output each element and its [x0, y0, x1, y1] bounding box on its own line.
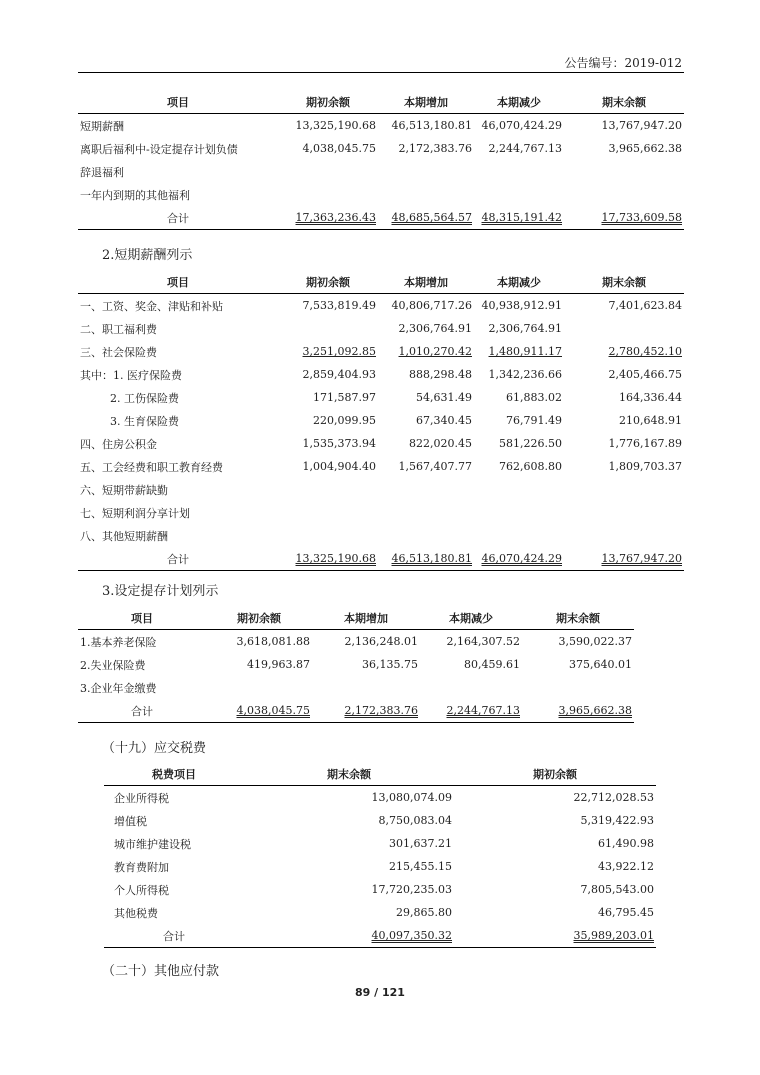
total-value: 40,097,350.32	[371, 929, 452, 942]
cell-value	[278, 501, 378, 524]
cell-value: 80,459.61	[464, 658, 520, 671]
row-label: 城市维护建设税	[114, 837, 191, 851]
cell-value: 220,099.95	[313, 414, 376, 427]
cell-value: 40,806,717.26	[391, 299, 472, 312]
table-row	[78, 363, 684, 386]
cell-value	[474, 183, 564, 206]
col-header: 项目	[78, 90, 278, 114]
cell-value: 2,405,466.75	[608, 368, 682, 381]
cell-value	[278, 524, 378, 547]
cell-value	[564, 478, 684, 501]
total-value: 17,363,236.43	[295, 211, 376, 224]
cell-value: 301,637.21	[389, 837, 452, 850]
cell-value	[378, 478, 474, 501]
cell-value: 29,865.80	[396, 906, 452, 919]
col-header: 本期减少	[420, 606, 522, 630]
col-header: 期初余额	[454, 762, 656, 786]
row-label: 2.失业保险费	[80, 658, 146, 672]
table-row	[104, 878, 656, 901]
cell-value: 36,135.75	[362, 658, 418, 671]
table-taxes-payable	[104, 762, 656, 948]
table-header-row	[104, 762, 656, 786]
cell-value: 171,587.97	[313, 391, 376, 404]
cell-value: 54,631.49	[416, 391, 472, 404]
total-value: 46,513,180.81	[391, 552, 472, 565]
col-header: 本期减少	[474, 90, 564, 114]
total-row	[78, 206, 684, 230]
col-header: 本期增加	[378, 90, 474, 114]
table-header-row	[78, 90, 684, 114]
total-value: 2,244,767.13	[446, 704, 520, 717]
header-rule	[78, 72, 684, 73]
cell-value: 67,340.45	[416, 414, 472, 427]
row-label: 增值税	[114, 814, 147, 828]
table-row	[104, 901, 656, 924]
cell-value	[564, 317, 684, 340]
table-row	[78, 137, 684, 160]
cell-value	[278, 183, 378, 206]
cell-value: 17,720,235.03	[371, 883, 452, 896]
total-label: 合计	[78, 206, 278, 230]
total-value: 13,767,947.20	[601, 552, 682, 565]
cell-value: 46,513,180.81	[391, 119, 472, 132]
cell-value: 2,244,767.13	[488, 142, 562, 155]
table-row	[78, 676, 634, 699]
cell-value	[474, 478, 564, 501]
section-title-defined-contribution: 3.设定提存计划列示	[102, 584, 219, 599]
cell-value	[206, 676, 312, 699]
cell-value: 2,164,307.52	[446, 635, 520, 648]
total-value: 17,733,609.58	[601, 211, 682, 224]
row-label: 个人所得税	[114, 883, 169, 897]
row-label: 八、其他短期薪酬	[80, 529, 168, 543]
row-label: 短期薪酬	[80, 119, 124, 133]
cell-value: 1,004,904.40	[302, 460, 376, 473]
col-header: 期初余额	[206, 606, 312, 630]
row-label: 七、短期利润分享计划	[80, 506, 190, 520]
cell-value: 2,306,764.91	[398, 322, 472, 335]
table-row	[78, 340, 684, 363]
subtotal-value: 1,480,911.17	[488, 345, 562, 358]
table-row	[78, 501, 684, 524]
cell-value: 13,325,190.68	[295, 119, 376, 132]
cell-value: 7,533,819.49	[302, 299, 376, 312]
table-row	[104, 855, 656, 878]
total-value: 3,965,662.38	[558, 704, 632, 717]
total-row	[78, 699, 634, 723]
table-row	[78, 478, 684, 501]
row-label: 一、工资、奖金、津贴和补贴	[80, 299, 223, 313]
total-value: 4,038,045.75	[236, 704, 310, 717]
cell-value: 2,306,764.91	[488, 322, 562, 335]
cell-value: 822,020.45	[409, 437, 472, 450]
col-header: 项目	[78, 606, 206, 630]
cell-value	[474, 501, 564, 524]
cell-value: 3,618,081.88	[236, 635, 310, 648]
cell-value	[522, 676, 634, 699]
table-employee-benefits	[78, 90, 684, 230]
table-row	[78, 317, 684, 340]
col-header: 本期减少	[474, 270, 564, 294]
row-label: 离职后福利中-设定提存计划负债	[80, 142, 238, 156]
cell-value	[378, 183, 474, 206]
col-header: 本期增加	[312, 606, 420, 630]
col-header: 期末余额	[564, 270, 684, 294]
cell-value	[278, 160, 378, 183]
cell-value	[564, 160, 684, 183]
cell-value	[378, 160, 474, 183]
col-header: 期末余额	[522, 606, 634, 630]
table-header-row	[78, 606, 634, 630]
col-header: 期末余额	[244, 762, 454, 786]
total-label: 合计	[78, 699, 206, 723]
cell-value: 164,336.44	[619, 391, 682, 404]
table-row	[78, 455, 684, 478]
cell-value: 2,859,404.93	[302, 368, 376, 381]
cell-value: 888,298.48	[409, 368, 472, 381]
cell-value: 1,535,373.94	[302, 437, 376, 450]
cell-value	[312, 676, 420, 699]
col-header: 期初余额	[278, 270, 378, 294]
cell-value: 61,883.02	[506, 391, 562, 404]
table-header-row	[78, 270, 684, 294]
total-value: 13,325,190.68	[295, 552, 376, 565]
row-label: 其他税费	[114, 906, 158, 920]
row-label: 六、短期带薪缺勤	[80, 483, 168, 497]
table-row	[78, 114, 684, 138]
row-label: 二、职工福利费	[80, 322, 157, 336]
cell-value	[420, 676, 522, 699]
cell-value: 375,640.01	[569, 658, 632, 671]
col-header: 项目	[78, 270, 278, 294]
total-value: 48,685,564.57	[391, 211, 472, 224]
announcement-code: 公告编号：2019-012	[564, 56, 682, 70]
subtotal-value: 1,010,270.42	[398, 345, 472, 358]
table-row	[78, 294, 684, 318]
page-number: 89 / 121	[355, 986, 405, 999]
table-row	[78, 386, 684, 409]
table-row	[104, 809, 656, 832]
table-row	[78, 183, 684, 206]
row-label: 3. 生育保险费	[110, 414, 179, 428]
cell-value: 210,648.91	[619, 414, 682, 427]
cell-value: 762,608.80	[499, 460, 562, 473]
total-value: 46,070,424.29	[481, 552, 562, 565]
row-label: 教育费附加	[114, 860, 169, 874]
total-value: 48,315,191.42	[481, 211, 562, 224]
table-row	[78, 653, 634, 676]
row-label: 1.基本养老保险	[80, 635, 157, 649]
cell-value: 2,172,383.76	[398, 142, 472, 155]
cell-value: 13,080,074.09	[371, 791, 452, 804]
cell-value: 1,776,167.89	[608, 437, 682, 450]
cell-value: 61,490.98	[598, 837, 654, 850]
col-header: 期初余额	[278, 90, 378, 114]
table-row	[104, 786, 656, 810]
cell-value: 43,922.12	[598, 860, 654, 873]
row-label: 四、住房公积金	[80, 437, 157, 451]
cell-value: 46,795.45	[598, 906, 654, 919]
total-row	[104, 924, 656, 948]
row-label: 2. 工伤保险费	[110, 391, 179, 405]
total-label: 合计	[104, 924, 244, 948]
cell-value: 3,965,662.38	[608, 142, 682, 155]
cell-value: 46,070,424.29	[481, 119, 562, 132]
row-label: 其中：1. 医疗保险费	[80, 368, 182, 382]
cell-value: 4,038,045.75	[302, 142, 376, 155]
cell-value	[564, 524, 684, 547]
cell-value	[564, 501, 684, 524]
table-row	[78, 524, 684, 547]
cell-value: 8,750,083.04	[378, 814, 452, 827]
row-label: 辞退福利	[80, 165, 124, 179]
cell-value: 5,319,422.93	[580, 814, 654, 827]
cell-value	[474, 160, 564, 183]
cell-value: 22,712,028.53	[573, 791, 654, 804]
table-row	[104, 832, 656, 855]
cell-value	[474, 524, 564, 547]
cell-value: 1,809,703.37	[608, 460, 682, 473]
section-title-other-payables: （二十）其他应付款	[102, 964, 220, 979]
cell-value	[378, 524, 474, 547]
row-label: 五、工会经费和职工教育经费	[80, 460, 223, 474]
table-short-term-pay	[78, 270, 684, 571]
total-value: 2,172,383.76	[344, 704, 418, 717]
row-label: 一年内到期的其他福利	[80, 188, 190, 202]
table-row	[78, 432, 684, 455]
cell-value: 3,590,022.37	[558, 635, 632, 648]
cell-value: 419,963.87	[247, 658, 310, 671]
cell-value: 2,136,248.01	[344, 635, 418, 648]
cell-value: 7,805,543.00	[580, 883, 654, 896]
row-label: 企业所得税	[114, 791, 169, 805]
subtotal-value: 2,780,452.10	[608, 345, 682, 358]
cell-value	[378, 501, 474, 524]
table-defined-contribution	[78, 606, 634, 723]
total-value: 35,989,203.01	[573, 929, 654, 942]
row-label: 3.企业年金缴费	[80, 681, 157, 695]
table-row	[78, 630, 634, 654]
col-header: 税费项目	[104, 762, 244, 786]
cell-value	[278, 478, 378, 501]
row-label: 三、社会保险费	[80, 345, 157, 359]
cell-value: 76,791.49	[506, 414, 562, 427]
table-row	[78, 409, 684, 432]
subtotal-value: 3,251,092.85	[302, 345, 376, 358]
cell-value	[564, 183, 684, 206]
cell-value: 13,767,947.20	[601, 119, 682, 132]
total-row	[78, 547, 684, 571]
col-header: 期末余额	[564, 90, 684, 114]
total-label: 合计	[78, 547, 278, 571]
cell-value: 215,455.15	[389, 860, 452, 873]
cell-value: 1,567,407.77	[398, 460, 472, 473]
cell-value: 581,226.50	[499, 437, 562, 450]
section-title-short-term-pay: 2.短期薪酬列示	[102, 248, 193, 263]
cell-value: 1,342,236.66	[488, 368, 562, 381]
cell-value: 40,938,912.91	[481, 299, 562, 312]
section-title-taxes-payable: （十九）应交税费	[102, 741, 207, 756]
table-row	[78, 160, 684, 183]
cell-value: 7,401,623.84	[608, 299, 682, 312]
cell-value	[278, 317, 378, 340]
col-header: 本期增加	[378, 270, 474, 294]
